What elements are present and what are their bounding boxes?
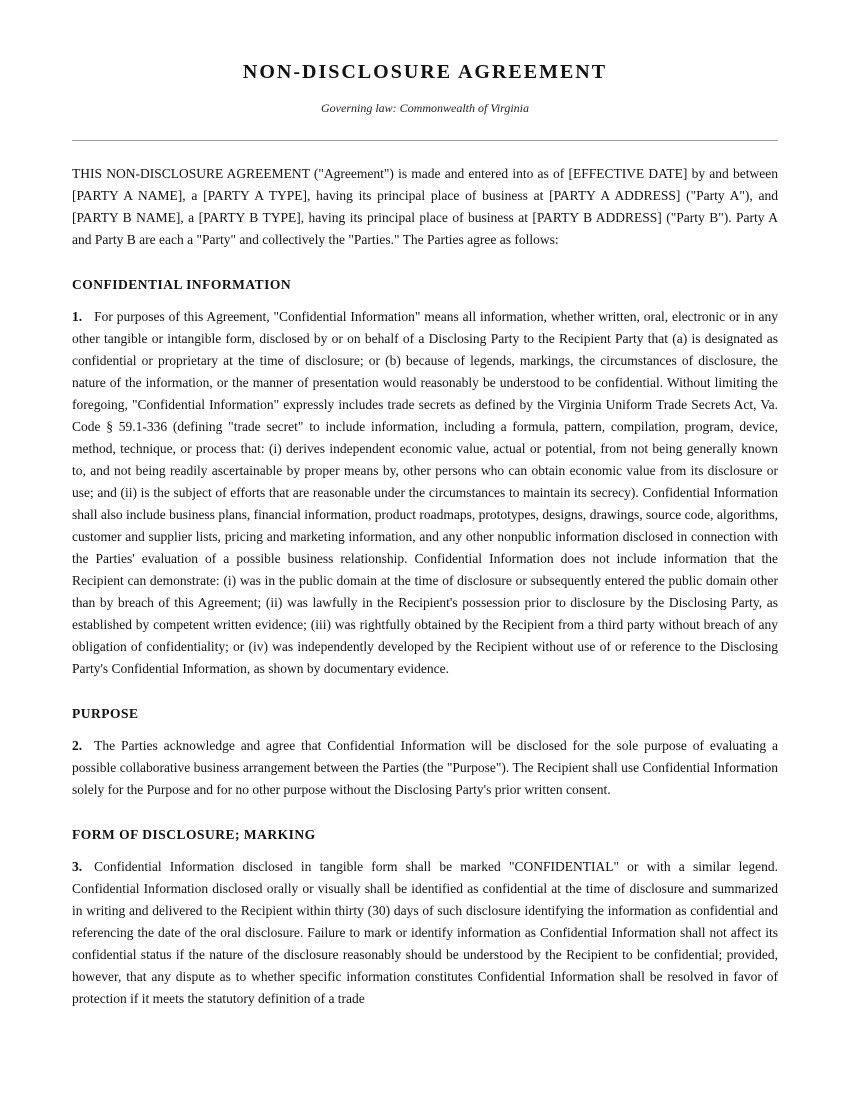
- paragraph-text-2: The Parties acknowledge and agree that Confidential Information will be disclosed for the sole purpose of evaluating a possible collaborative business arrangement between the Parties (the "Purpose"). The Recipient shall use Confidential Information solely for the Purpose and for no other purpose without the Disclosing Party's prior written consent.: [72, 738, 778, 798]
- intro-paragraph: THIS NON-DISCLOSURE AGREEMENT ("Agreement") is made and entered into as of [EFFECTIVE DATE] by and between [PARTY A NAME], a [PARTY A TYPE], having its principal place of business at [PARTY A ADDRESS] ("Party A"), and [PARTY B NAME], a [PARTY B TYPE], having its principal place of business at [PARTY B ADDRESS] ("Party B"). Party A and Party B are each a "Party" and collectively the "Parties." The Parties agree as follows:: [72, 166, 778, 248]
- paragraph-number-3: 3.: [72, 859, 83, 875]
- section-paragraph-3: [72, 856, 778, 1010]
- section-confidential-information: [72, 274, 778, 680]
- governing-law-subtitle: Governing law: Commonwealth of Virginia: [321, 101, 529, 115]
- section-paragraph-1: [72, 306, 778, 680]
- section-heading-confidential-information: CONFIDENTIAL INFORMATION: [72, 277, 292, 293]
- section-heading-form-of-disclosure-marking: FORM OF DISCLOSURE; MARKING: [72, 827, 316, 843]
- section-paragraph-2: [72, 735, 778, 801]
- paragraph-text-3: Confidential Information disclosed in tangible form shall be marked "CONFIDENTIAL" or with a similar legend. Confidential Information disclosed orally or visually shall be identified as confidential at the time of disclosure and summarized in writing and delivered to the Recipient within thirty (30) days of such disclosure identifying the information as confidential and referencing the date of the oral disclosure. Failure to mark or identify information as Confidential Information shall not affect its confidential status if the nature of the disclosure reasonably should be understood by the Recipient to be confidential; provided, however, that any dispute as to whether specific information constitutes Confidential Information shall be resolved in favor of protection if it meets the statutory definition of a trade: [72, 859, 778, 1007]
- section-heading-purpose: PURPOSE: [72, 706, 139, 722]
- section-purpose: [72, 703, 778, 801]
- paragraph-text-1: For purposes of this Agreement, "Confidential Information" means all information, whether written, oral, electronic or in any other tangible or intangible form, disclosed by or on behalf of a Disclosing Party to the Recipient Party that (a) is designated as confidential or proprietary at the time of disclosure; or (b) because of legends, markings, the circumstances of disclosure, the nature of the information, or the manner of presentation would reasonably be understood to be confidential. Without limiting the foregoing, "Confidential Information" expressly includes trade secrets as defined by the Virginia Uniform Trade Secrets Act, Va. Code § 59.1-336 (defining "trade secret" to include information, including a formula, pattern, compilation, program, device, method, technique, or process that: (i) derives independent economic value, actual or potential, from not being generally known to, and not being readily ascertainable by proper means by, other persons who can obtain economic value from its disclosure or use; and (ii) is the subject of efforts that are reasonable under the circumstances to maintain its secrecy). Confidential Information shall also include business plans, financial information, product roadmaps, prototypes, designs, drawings, source code, algorithms, customer and supplier lists, pricing and marketing information, and any other nonpublic information disclosed in connection with the Parties' evaluation of a possible business relationship. Confidential Information does not include information that the Recipient can demonstrate: (i) was in the public domain at the time of disclosure or subsequently entered the public domain other than by breach of this Agreement; (ii) was lawfully in the Recipient's possession prior to disclosure by the Disclosing Party, as established by competent written evidence; (iii) was rightfully obtained by the Recipient from a third party without breach of any obligation of confidentiality; or (iv) was independently developed by the Recipient without use of or reference to the Disclosing Party's Confidential Information, as shown by documentary evidence.: [72, 309, 778, 677]
- paragraph-number-2: 2.: [72, 738, 83, 754]
- document-title: NON-DISCLOSURE AGREEMENT: [242, 61, 608, 83]
- paragraph-number-1: 1.: [72, 309, 83, 325]
- title-divider: [72, 140, 778, 141]
- section-form-of-disclosure-marking: [72, 824, 778, 1010]
